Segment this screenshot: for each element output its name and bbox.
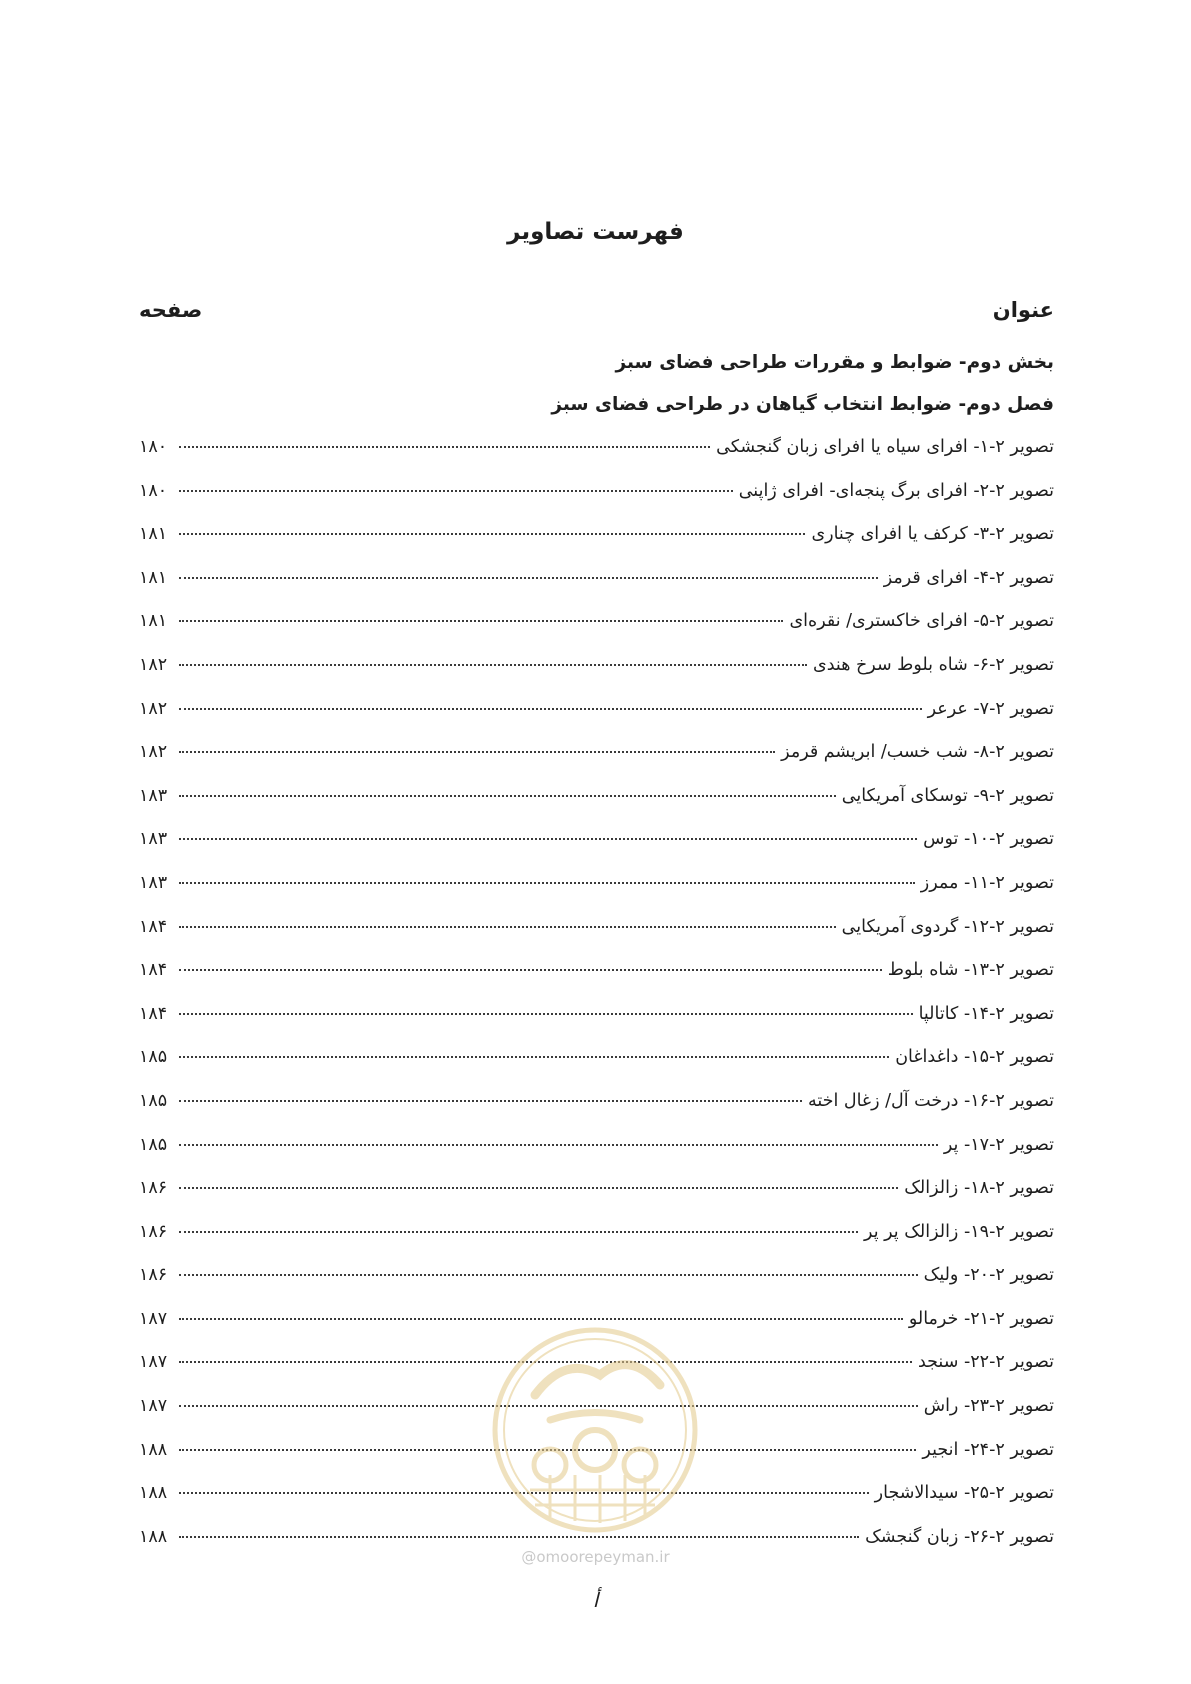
dot-leader [179, 1231, 858, 1233]
toc-entry [139, 563, 1054, 607]
toc-entry [139, 606, 1054, 650]
entry-label: تصویر ۲-۲- افرای برگ پنجه‌ای- افرای ژاپنی [738, 480, 1054, 501]
toc-entry [139, 868, 1054, 912]
dot-leader [179, 446, 710, 448]
entry-page-number: ۱۸۳ [139, 829, 168, 850]
dot-leader [179, 533, 805, 535]
entry-label: تصویر ۲-۲۱- خرمالو [908, 1308, 1054, 1329]
toc-entry [139, 955, 1054, 999]
entry-page-number: ۱۸۷ [139, 1308, 168, 1329]
entry-label: تصویر ۲-۲۴- انجیر [922, 1439, 1054, 1460]
entry-page-number: ۱۸۴ [139, 960, 168, 981]
toc-entry [139, 694, 1054, 738]
entry-label: تصویر ۲-۷- عرعر [927, 698, 1054, 719]
entry-label: تصویر ۲-۱۷- پر [943, 1134, 1054, 1155]
dot-leader [179, 751, 775, 753]
entry-label: تصویر ۲-۱۲- گردوی آمریکایی [841, 916, 1054, 937]
entry-label: تصویر ۲-۲۰- ولیک [923, 1265, 1054, 1286]
dot-leader [179, 1056, 889, 1058]
dot-leader [179, 1100, 802, 1102]
toc-entry [139, 650, 1054, 694]
entry-label: تصویر ۲-۱۵- داغداغان [895, 1047, 1054, 1068]
dot-leader [179, 882, 915, 884]
entry-page-number: ۱۸۰ [139, 437, 168, 457]
entry-page-number: ۱۸۷ [139, 1396, 168, 1417]
entry-page-number: ۱۸۱ [139, 524, 168, 545]
dot-leader [179, 708, 922, 710]
dot-leader [179, 490, 733, 492]
entry-label: تصویر ۲-۱۳- شاه بلوط [887, 960, 1054, 981]
entry-label: تصویر ۲-۲۳- راش [923, 1396, 1054, 1417]
entry-label: تصویر ۲-۳- کرکف یا افرای چناری [811, 524, 1054, 545]
dot-leader [179, 620, 783, 622]
toc-entry [139, 1217, 1054, 1261]
entry-page-number: ۱۸۵ [139, 1134, 168, 1155]
entry-page-number: ۱۸۲ [139, 742, 168, 763]
entry-label: تصویر ۲-۸- شب خسب/ ابریشم قرمز [781, 742, 1054, 763]
page-number: أ [592, 1588, 599, 1612]
toc-entry [139, 999, 1054, 1043]
entry-page-number: ۱۸۵ [139, 1090, 168, 1111]
entry-label: تصویر ۲-۴- افرای قرمز [883, 567, 1054, 588]
entry-page-number: ۱۸۴ [139, 1003, 168, 1024]
toc-entry [139, 1042, 1054, 1086]
entry-page-number: ۱۸۱ [139, 611, 168, 632]
watermark-url: @omoorepeyman.ir [521, 1548, 670, 1566]
page-title: فهرست تصاویر [507, 219, 684, 245]
toc-entry [139, 824, 1054, 868]
part-heading: بخش دوم- ضوابط و مقررات طراحی فضای سبز [615, 352, 1054, 373]
dot-leader [179, 664, 807, 666]
entry-label: تصویر ۲-۹- توسکای آمریکایی [841, 785, 1054, 806]
column-page-label: صفحه [139, 298, 203, 322]
entry-page-number: ۱۸۵ [139, 1047, 168, 1068]
dot-leader [179, 1187, 898, 1189]
entry-label: تصویر ۲-۶- شاه بلوط سرخ هندی [813, 654, 1054, 675]
entry-page-number: ۱۸۶ [139, 1221, 168, 1242]
toc-entry [139, 781, 1054, 825]
dot-leader [179, 1536, 859, 1538]
toc-entry [139, 912, 1054, 956]
entry-page-number: ۱۸۳ [139, 785, 168, 806]
entry-page-number: ۱۸۳ [139, 872, 168, 893]
entry-page-number: ۱۸۶ [139, 1178, 168, 1199]
dot-leader [179, 838, 917, 840]
chapter-heading: فصل دوم- ضوابط انتخاب گیاهان در طراحی فضای سبز [551, 394, 1054, 415]
entry-page-number: ۱۸۲ [139, 698, 168, 719]
toc-entry [139, 1173, 1054, 1217]
toc-entry [139, 1260, 1054, 1304]
toc-entry [139, 519, 1054, 563]
entry-label: تصویر ۲-۵- افرای خاکستری/ نقره‌ای [789, 611, 1054, 632]
entry-label: تصویر ۲-۱۴- کاتالپا [918, 1003, 1054, 1024]
toc-entry [139, 1130, 1054, 1174]
toc-entry [139, 737, 1054, 781]
entry-page-number: ۱۸۸ [139, 1526, 168, 1547]
dot-leader [179, 795, 836, 797]
entry-page-number: ۱۸۲ [139, 654, 168, 675]
entry-label: تصویر ۲-۲۵- سیدالاشجار [874, 1483, 1054, 1504]
entry-label: تصویر ۲-۱۸- زالزالک [904, 1178, 1054, 1199]
column-title-label: عنوان [992, 298, 1054, 322]
entry-label: تصویر ۲-۱۶- درخت آل/ زغال اخته [807, 1090, 1054, 1111]
entry-page-number: ۱۸۶ [139, 1265, 168, 1286]
entry-label: تصویر ۲-۱۱- ممرز [920, 872, 1054, 893]
toc-entry [139, 1086, 1054, 1130]
entry-label: تصویر ۲-۲۲- سنجد [917, 1352, 1054, 1373]
toc-entry [139, 432, 1054, 476]
dot-leader [179, 577, 878, 579]
column-header-row [139, 294, 1054, 326]
entry-page-number: ۱۸۱ [139, 567, 168, 588]
dot-leader [179, 1013, 913, 1015]
watermark-seal-icon [490, 1325, 700, 1535]
toc-entry [139, 476, 1054, 520]
dot-leader [179, 1144, 938, 1146]
dot-leader [179, 926, 836, 928]
entry-label: تصویر ۲-۱- افرای سیاه یا افرای زبان گنجشکی [716, 437, 1054, 457]
entry-page-number: ۱۸۰ [139, 480, 168, 501]
dot-leader [179, 1274, 918, 1276]
entry-page-number: ۱۸۸ [139, 1439, 168, 1460]
entry-label: تصویر ۲-۲۶- زبان گنجشک [865, 1526, 1054, 1547]
entry-page-number: ۱۸۴ [139, 916, 168, 937]
entry-label: تصویر ۲-۱۹- زالزالک پر پر [864, 1221, 1054, 1242]
entry-page-number: ۱۸۷ [139, 1352, 168, 1373]
dot-leader [179, 1318, 903, 1320]
dot-leader [179, 969, 882, 971]
entry-page-number: ۱۸۸ [139, 1483, 168, 1504]
entry-label: تصویر ۲-۱۰- توس [923, 829, 1054, 850]
